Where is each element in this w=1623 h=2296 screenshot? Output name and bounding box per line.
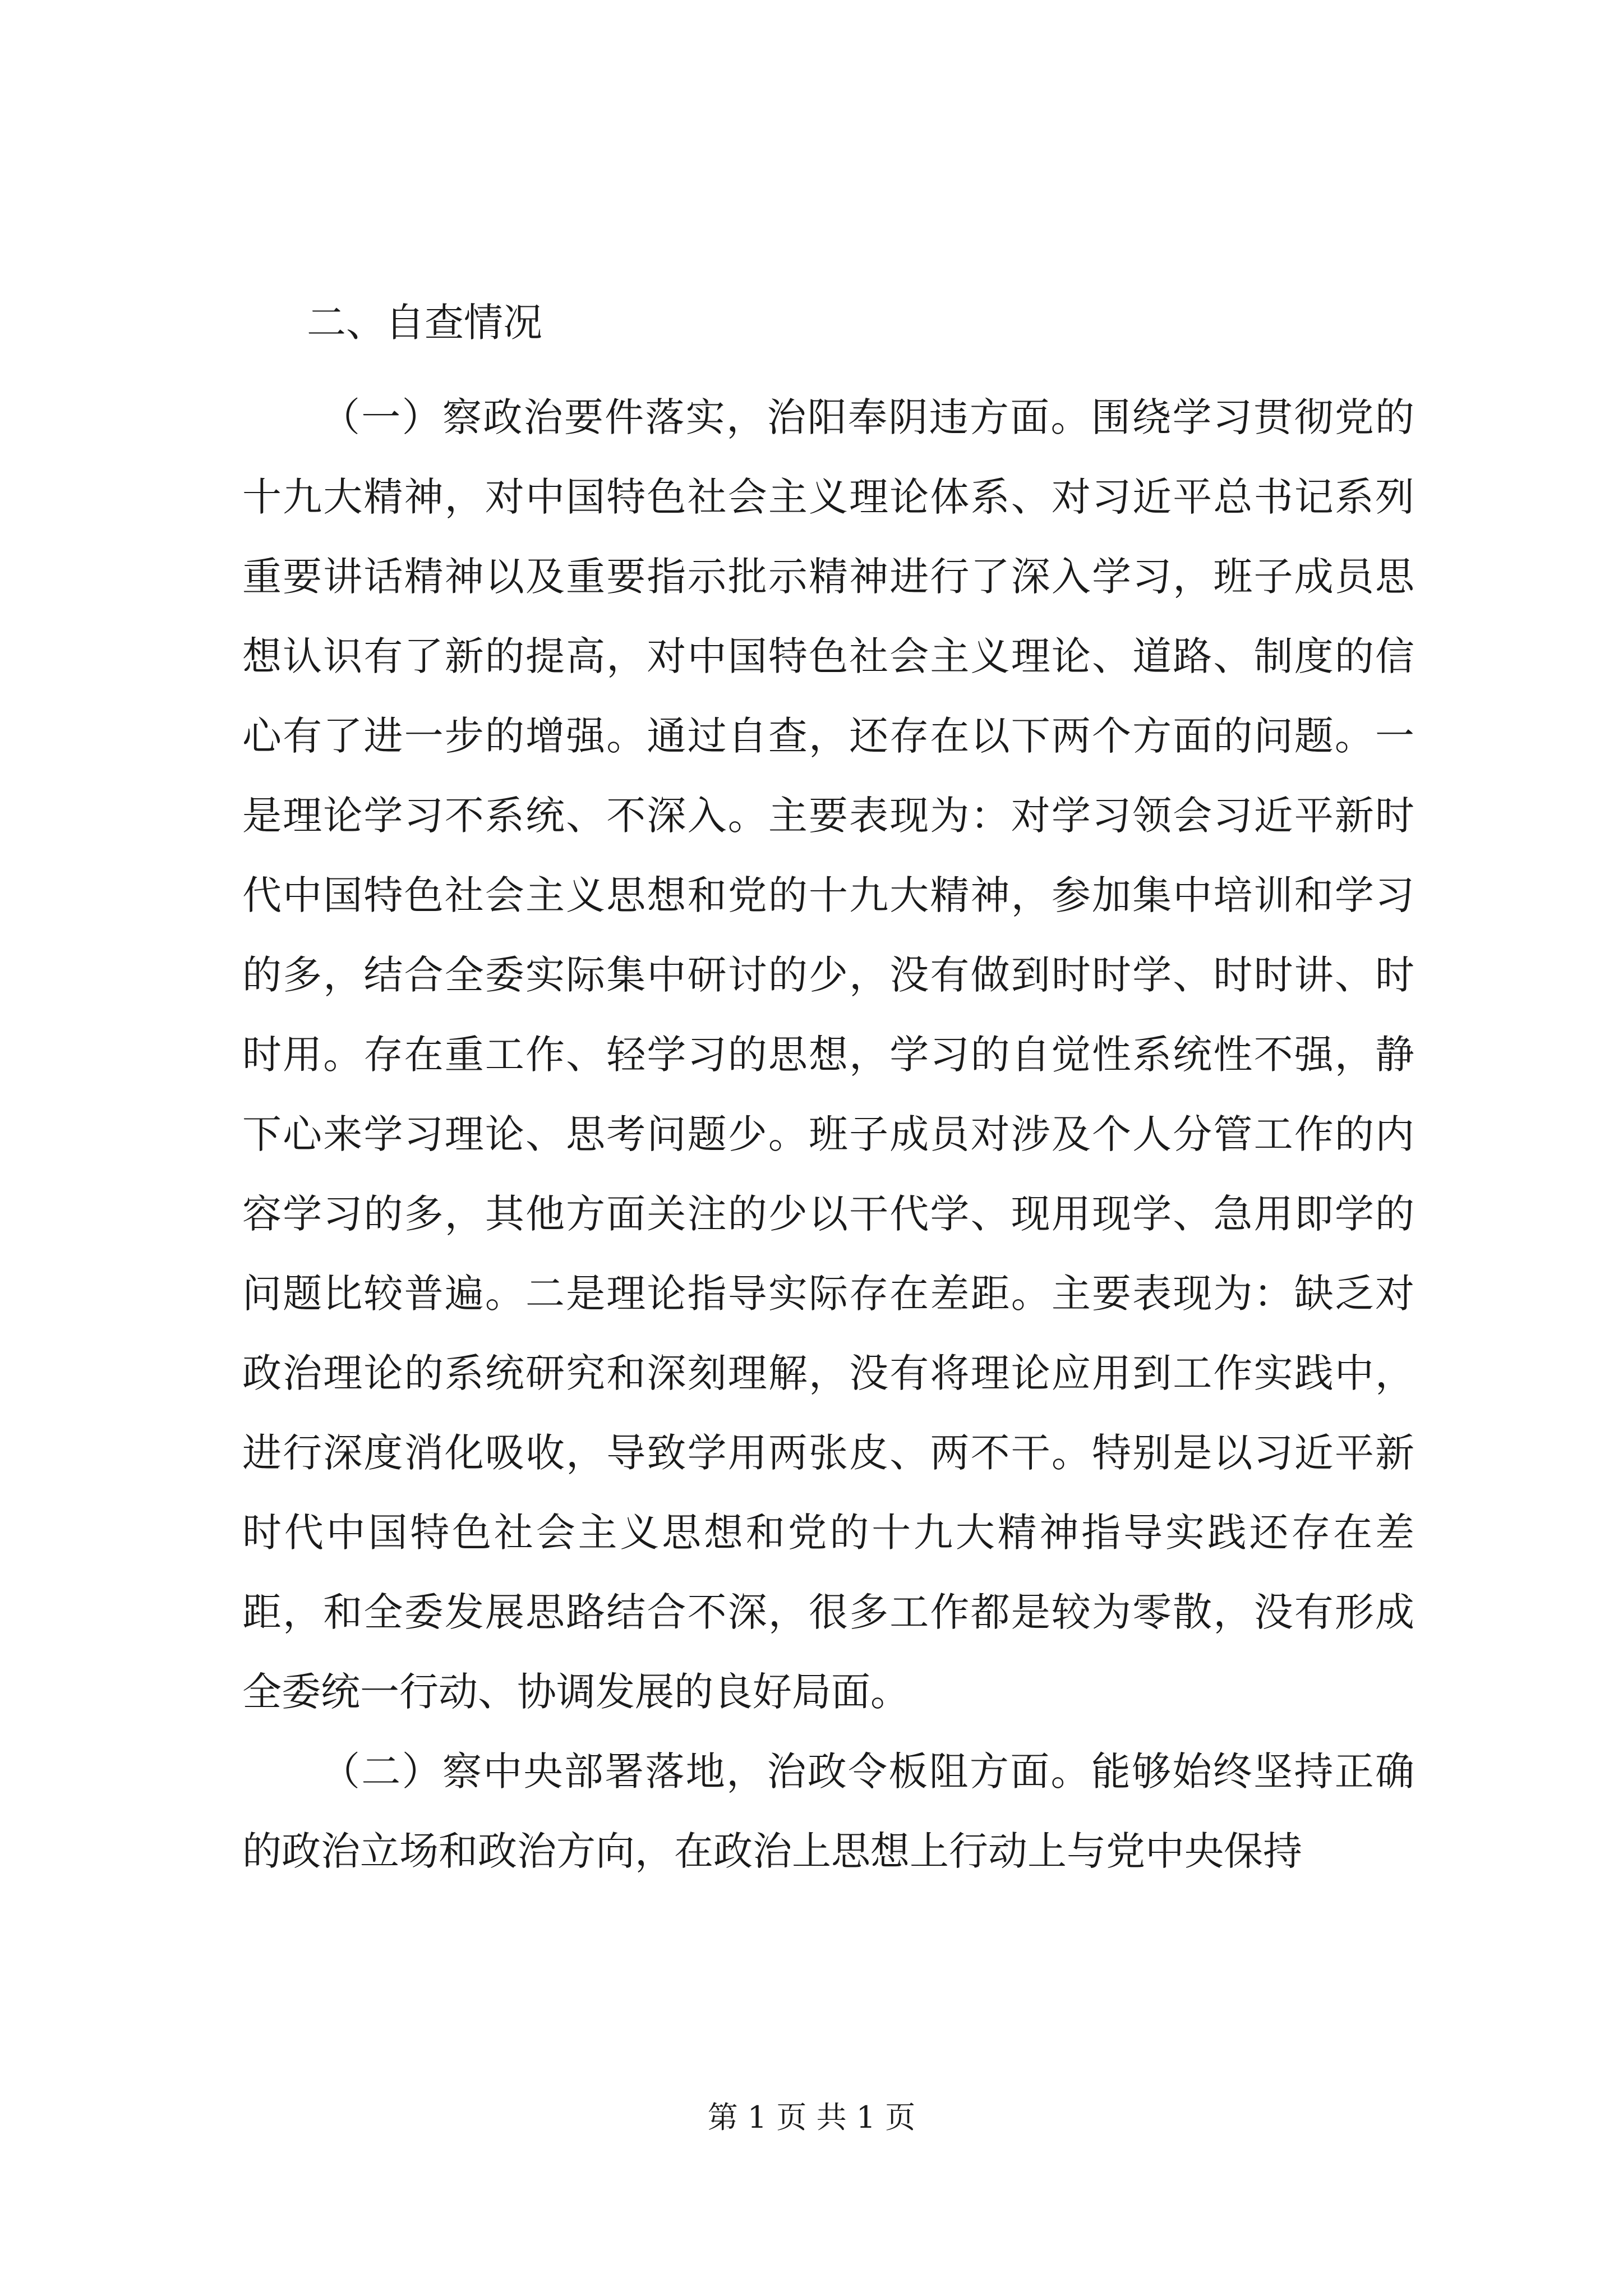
- document-body: [242, 296, 1414, 1891]
- page-number-footer: 第 1 页 共 1 页: [707, 2100, 916, 2135]
- section-heading: 二、自查情况: [307, 300, 542, 346]
- paragraph-central-deployment: （二）察中央部署落地，治政令板阻方面。能够始终坚持正确的政治立场和政治方向，在政治上思想上行动上与党中央保持: [242, 1749, 1414, 1874]
- paragraph-political-essentials: （一）察政治要件落实，治阳奉阴违方面。围绕学习贯彻党的十九大精神，对中国特色社会主义理论体系、对习近平总书记系列重要讲话精神以及重要指示批示精神进行了深入学习，班子成员思想认识有了新的提高，对中国特色社会主义理论、道路、制度的信心有了进一步的增强。通过自查，还存在以下两个方面的问题。一是理论学习不系统、不深入。主要表现为：对学习领会习近平新时代中国特色社会主义思想和党的十九大精神，参加集中培训和学习的多，结合全委实际集中研讨的少，没有做到时时学、时时讲、时时用。存在重工作、轻学习的思想，学习的自觉性系统性不强，静下心来学习理论、思考问题少。班子成员对涉及个人分管工作的内容学习的多，其他方面关注的少以干代学、现用现学、急用即学的问题比较普遍。二是理论指导实际存在差距。主要表现为：缺乏对政治理论的系统研究和深刻理解，没有将理论应用到工作实践中，进行深度消化吸收，导致学用两张皮、两不干。特别是以习近平新时代中国特色社会主义思想和党的十九大精神指导实践还存在差距，和全委发展思路结合不深，很多工作都是较为零散，没有形成全委统一行动、协调发展的良好局面。: [242, 394, 1414, 1715]
